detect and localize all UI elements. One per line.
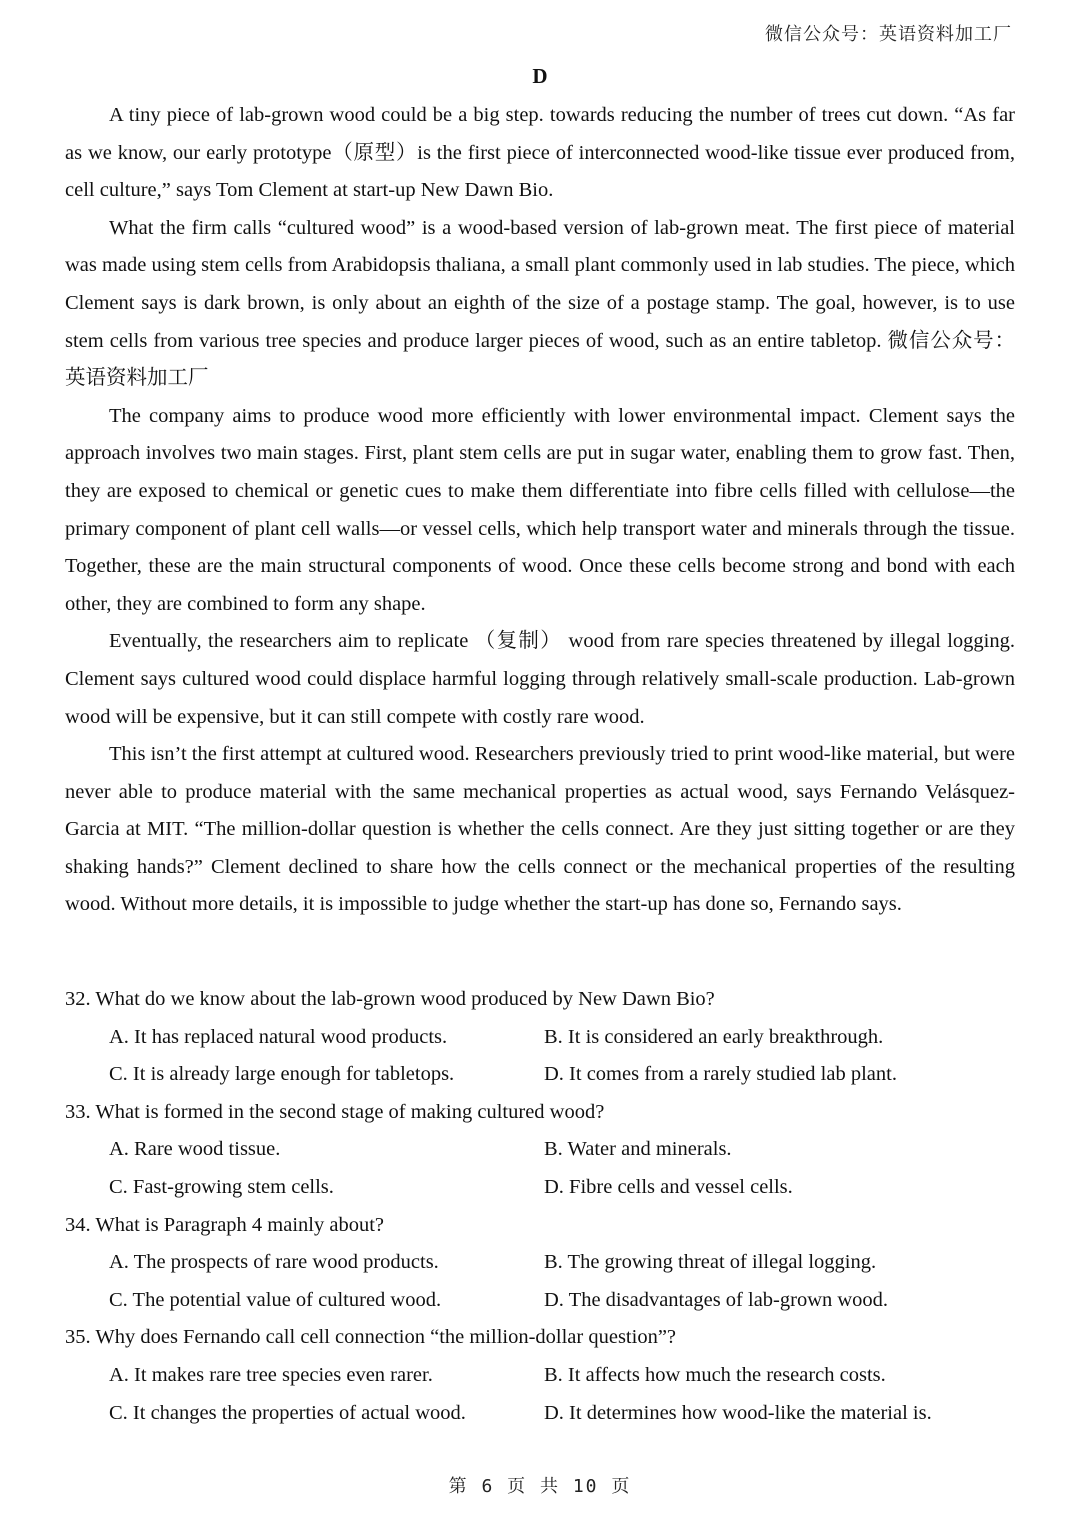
- option-b: B. Water and minerals.: [544, 1138, 732, 1161]
- option-grid: [65, 1244, 1015, 1319]
- option-grid: [65, 1131, 1015, 1206]
- question-stem: 33. What is formed in the second stage of making cultured wood?: [65, 1100, 605, 1123]
- option-a: A. The prospects of rare wood products.: [109, 1251, 439, 1274]
- option-c: C. It changes the properties of actual wood.: [109, 1401, 466, 1424]
- paragraph-1: A tiny piece of lab-grown wood could be a big step. towards reducing the number of trees cut down. “As far as we know, our early prototype（原型）is the first piece of interconnected wood-like tissue ever produced from, cell culture,” says Tom Clement at start-up New Dawn Bio.: [65, 104, 1015, 202]
- header-brand: 微信公众号：英语资料加工厂: [765, 24, 1012, 45]
- page-number: 第 6 页 共 10 页: [448, 1476, 632, 1497]
- paragraph-4: Eventually, the researchers aim to replicate （复制） wood from rare species threatened by illegal logging. Clement says cultured wood could displace harmful logging through relatively small-scale production. Lab-grown wood will be expensive, but it can still compete with costly rare wood.: [65, 630, 1015, 728]
- option-grid: [65, 1019, 1015, 1094]
- question-list: [65, 981, 1015, 1432]
- option-b: B. The growing threat of illegal logging.: [544, 1251, 877, 1274]
- question-stem: 34. What is Paragraph 4 mainly about?: [65, 1213, 385, 1236]
- question-stem: 35. Why does Fernando call cell connection “the million-dollar question”?: [65, 1326, 677, 1349]
- paragraph-3: The company aims to produce wood more efficiently with lower environmental impact. Clement says the approach involves two main stages. First, plant stem cells are put in sugar water, enabling them to grow fast. Then, they are exposed to chemical or genetic cues to make them differentiate into fibre cells filled with cellulose—the primary component of plant cell walls—or vessel cells, which help transport water and minerals through the tissue. Together, these are the main structural components of wood. Once these cells become strong and bond with each other, they are combined to form any shape.: [65, 404, 1015, 615]
- question-35: [65, 1319, 1015, 1432]
- reading-passage: [65, 97, 1015, 924]
- section-letter: D: [532, 64, 548, 88]
- option-c: C. Fast-growing stem cells.: [109, 1175, 334, 1198]
- question-stem: 32. What do we know about the lab-grown wood produced by New Dawn Bio?: [65, 988, 715, 1010]
- paragraph-2: What the firm calls “cultured wood” is a wood-based version of lab-grown meat. The first piece of material was made using stem cells from Arabidopsis thaliana, a small plant commonly used in lab studies. The piece, which Clement says is dark brown, is only about an eighth of the size of a postage stamp. The goal, however, is to use stem cells from various tree species and produce larger pieces of wood, such as an entire tabletop. 微信公众号：英语资料加工厂: [65, 216, 1015, 390]
- option-d: D. It comes from a rarely studied lab plant.: [544, 1063, 897, 1086]
- option-a: A. It makes rare tree species even rarer.: [109, 1363, 433, 1386]
- option-d: D. The disadvantages of lab-grown wood.: [544, 1288, 889, 1311]
- option-d: D. It determines how wood-like the material is.: [544, 1401, 932, 1424]
- question-33: [65, 1094, 1015, 1207]
- option-a: A. It has replaced natural wood products.: [109, 1025, 448, 1048]
- option-c: C. It is already large enough for tabletops.: [109, 1063, 455, 1086]
- question-34: [65, 1207, 1015, 1320]
- paragraph-5: This isn’t the first attempt at cultured wood. Researchers previously tried to print wood-like material, but were never able to produce material with the same mechanical properties as actual wood, says Fernando Velásquez-Garcia at MIT. “The million-dollar question is whether the cells connect. Are they just sitting together or are they shaking hands?” Clement declined to share how the cells connect or the mechanical properties of the resulting wood. Without more details, it is impossible to judge whether the start-up has done so, Fernando says.: [65, 743, 1015, 916]
- option-d: D. Fibre cells and vessel cells.: [544, 1175, 793, 1198]
- option-a: A. Rare wood tissue.: [109, 1138, 281, 1161]
- option-b: B. It is considered an early breakthrough.: [544, 1025, 884, 1048]
- option-grid: [65, 1357, 1015, 1432]
- option-b: B. It affects how much the research costs.: [544, 1363, 886, 1386]
- option-c: C. The potential value of cultured wood.: [109, 1288, 442, 1311]
- question-32: [65, 981, 1015, 1094]
